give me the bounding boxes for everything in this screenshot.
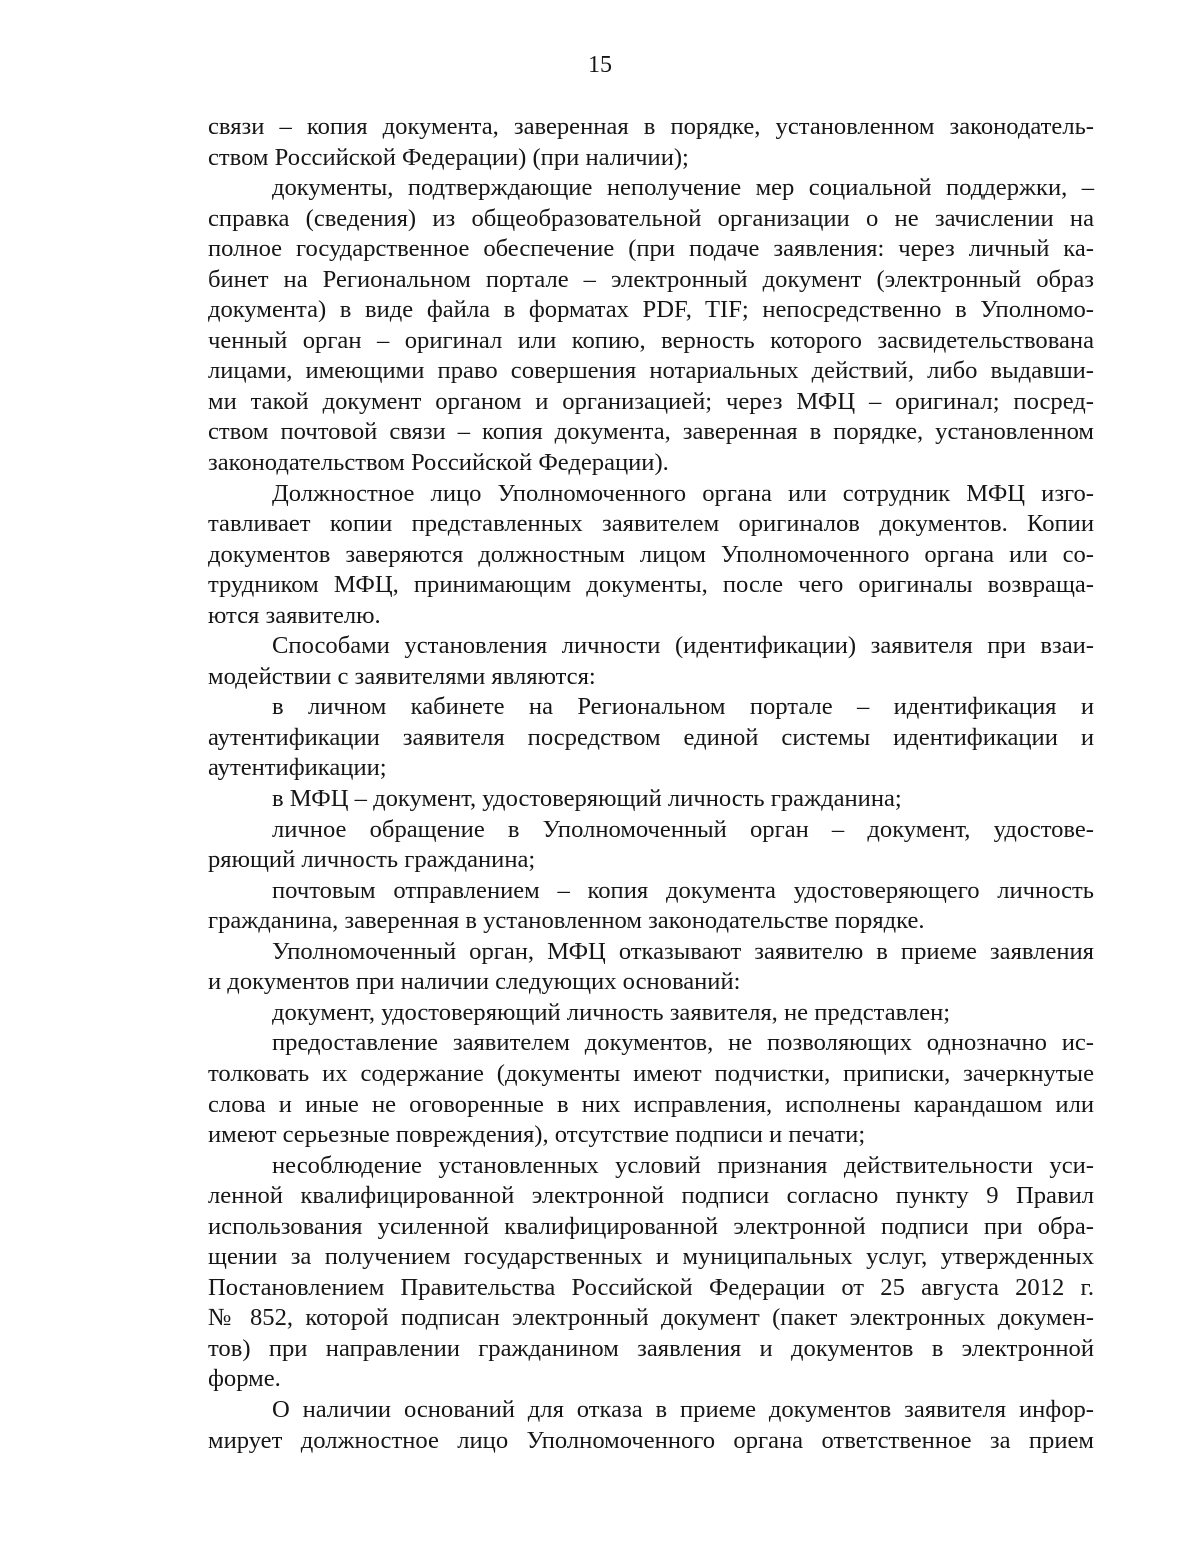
text-line: тов) при направлении гражданином заявления и документов в электронной [208, 1334, 1094, 1362]
text-line: аутентификации заявителя посредством единой системы идентификации и [208, 723, 1094, 751]
text-line: № 852, которой подписан электронный документ (пакет электронных докумен- [208, 1304, 1094, 1332]
text-line: форме. [208, 1365, 281, 1393]
text-line: бинет на Региональном портале – электронный документ (электронный образ [208, 265, 1094, 293]
text-line: Способами установления личности (идентификации) заявителя при взаи- [272, 632, 1094, 660]
text-line: имеют серьезные повреждения), отсутствие подписи и печати; [208, 1121, 866, 1149]
text-line: ются заявителю. [208, 601, 381, 629]
text-line: модействии с заявителями являются: [208, 662, 596, 690]
text-line: О наличии оснований для отказа в приеме документов заявителя инфор- [272, 1395, 1094, 1423]
text-line: лицами, имеющими право совершения нотариальных действий, либо выдавши- [208, 357, 1094, 385]
text-line: в личном кабинете на Региональном портале – идентификация и [272, 693, 1094, 721]
text-line: ченный орган – оригинал или копию, верность которого засвидетельствована [208, 326, 1094, 354]
text-line: Уполномоченный орган, МФЦ отказывают заявителю в приеме заявления [272, 937, 1094, 965]
text-line: справка (сведения) из общеобразовательной организации о не зачислении на [208, 204, 1094, 232]
text-line: личное обращение в Уполномоченный орган – документ, удостове- [272, 815, 1094, 843]
text-line: ством почтовой связи – копия документа, заверенная в порядке, установленном [208, 418, 1094, 446]
text-line: в МФЦ – документ, удостоверяющий личность гражданина; [272, 785, 902, 813]
text-line: ленной квалифицированной электронной подписи согласно пункту 9 Правил [208, 1182, 1094, 1210]
text-line: использования усиленной квалифицированной электронной подписи при обра- [208, 1212, 1094, 1240]
text-line: документы, подтверждающие неполучение мер социальной поддержки, – [272, 174, 1094, 202]
text-line: аутентификации; [208, 754, 387, 782]
text-line: связи – копия документа, заверенная в порядке, установленном законодатель- [208, 113, 1094, 140]
text-line: трудником МФЦ, принимающим документы, после чего оригиналы возвраща- [208, 571, 1094, 599]
text-line: ми такой документ органом и организацией; через МФЦ – оригинал; посред- [208, 387, 1094, 415]
text-line: и документов при наличии следующих оснований: [208, 968, 741, 996]
text-line: документ, удостоверяющий личность заявителя, не представлен; [272, 998, 951, 1026]
text-line: слова и иные не оговоренные в них исправления, исполнены карандашом или [208, 1090, 1094, 1118]
text-line: документов заверяются должностным лицом Уполномоченного органа или со- [208, 540, 1094, 568]
text-line: полное государственное обеспечение (при подаче заявления: через личный ка- [208, 235, 1094, 263]
text-line: Должностное лицо Уполномоченного органа или сотрудник МФЦ изго- [272, 479, 1094, 507]
page-number: 15 [588, 52, 612, 78]
text-line: толковать их содержание (документы имеют подчистки, приписки, зачеркнутые [208, 1059, 1094, 1087]
text-line: ряющий личность гражданина; [208, 846, 536, 874]
text-line: несоблюдение установленных условий признания действительности уси- [272, 1151, 1094, 1179]
text-line: тавливает копии представленных заявителем оригиналов документов. Копии [208, 510, 1094, 538]
text-line: мирует должностное лицо Уполномоченного органа ответственное за прием [208, 1426, 1094, 1454]
text-line: щении за получением государственных и муниципальных услуг, утвержденных [208, 1243, 1094, 1271]
text-line: предоставление заявителем документов, не позволяющих однозначно ис- [272, 1029, 1094, 1057]
text-line: документа) в виде файла в форматах PDF, TIF; непосредственно в Уполномо- [208, 296, 1094, 324]
body-text [208, 112, 1094, 1456]
text-line: законодательством Российской Федерации). [208, 449, 669, 477]
text-line: гражданина, заверенная в установленном законодательстве порядке. [208, 907, 925, 935]
text-line: почтовым отправлением – копия документа удостоверяющего личность [272, 876, 1094, 904]
text-line: ством Российской Федерации) (при наличии); [208, 143, 689, 171]
text-line: Постановлением Правительства Российской Федерации от 25 августа 2012 г. [208, 1273, 1094, 1301]
